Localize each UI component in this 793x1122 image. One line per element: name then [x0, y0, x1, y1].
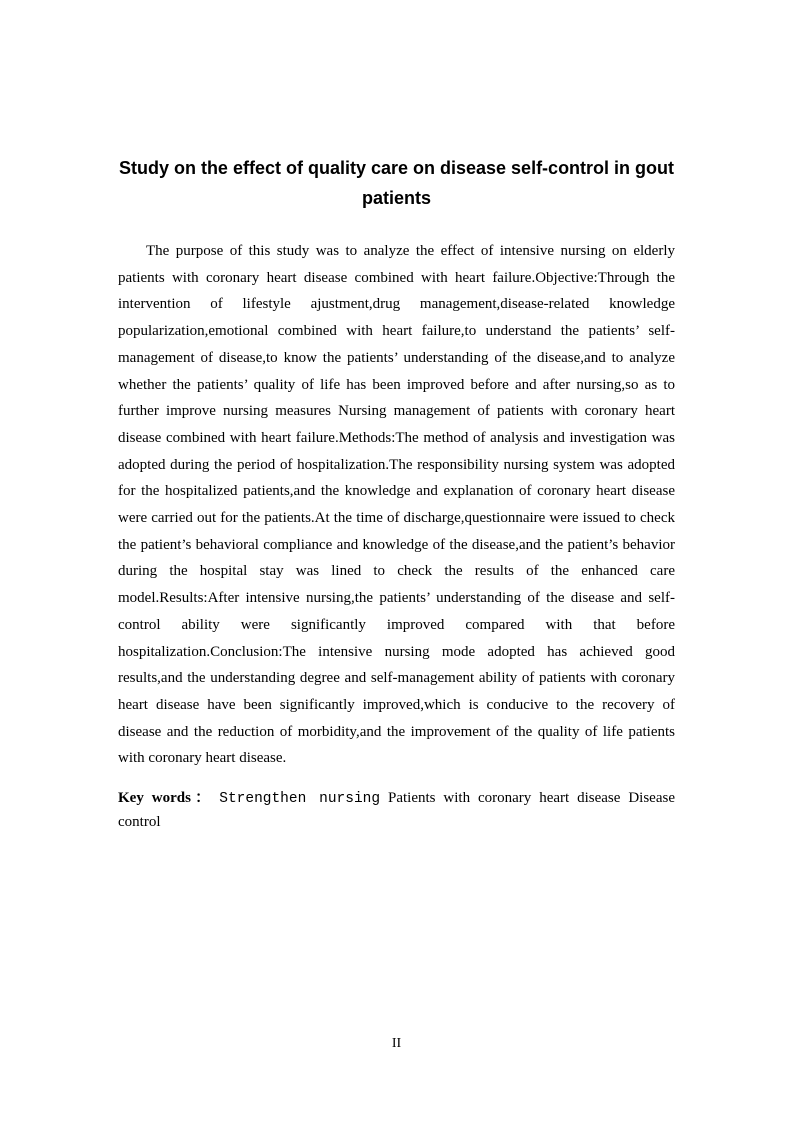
page-number: II [391, 1036, 402, 1051]
paper-title: Study on the effect of quality care on disease self-control in gout patients [118, 158, 675, 208]
keywords-rest: Patients with coronary heart disease Disease control [118, 790, 675, 831]
page-content [118, 0, 675, 849]
keyword-strengthen-nursing: Strengthen nursing [219, 791, 381, 808]
abstract-paragraph: The purpose of this study was to analyze the effect of intensive nursing on elderly patients with coronary heart disease combined with heart failure.Objective:Through the intervention of lifestyle ajustment,drug management,disease-related knowledge popularization,emotional combined with heart failure,to understand the patients’ self-management of disease,to know the patients’ understanding of the disease,and to analyze whether the patients’ quality of life has been improved before and after nursing,so as to further improve nursing measures Nursing management of patients with coronary heart disease combined with heart failure.Methods:The method of analysis and investigation was adopted during the period of hospitalization.The responsibility nursing system was adopted for the hospitalized patients,and the knowledge and explanation of coronary heart disease were carried out for the patients.At the time of discharge,questionnaire were issued to check the patient’s behavioral compliance and knowledge of the disease,and the patient’s behavior during the hospital stay was lined to check the results of the enhanced care model.Results:After intensive nursing,the patients’ understanding of the disease and self-control ability were significantly improved compared with that before hospitalization.Conclusion:The intensive nursing mode adopted has achieved good results,and the understanding degree and self-management ability of patients with coronary heart disease have been significantly improved,which is conducive to the recovery of disease and the reduction of morbidity,and the improvement of the quality of life patients with coronary heart disease. [118, 243, 675, 767]
keywords-label: Key words： [118, 790, 215, 807]
keywords-line [118, 787, 675, 834]
